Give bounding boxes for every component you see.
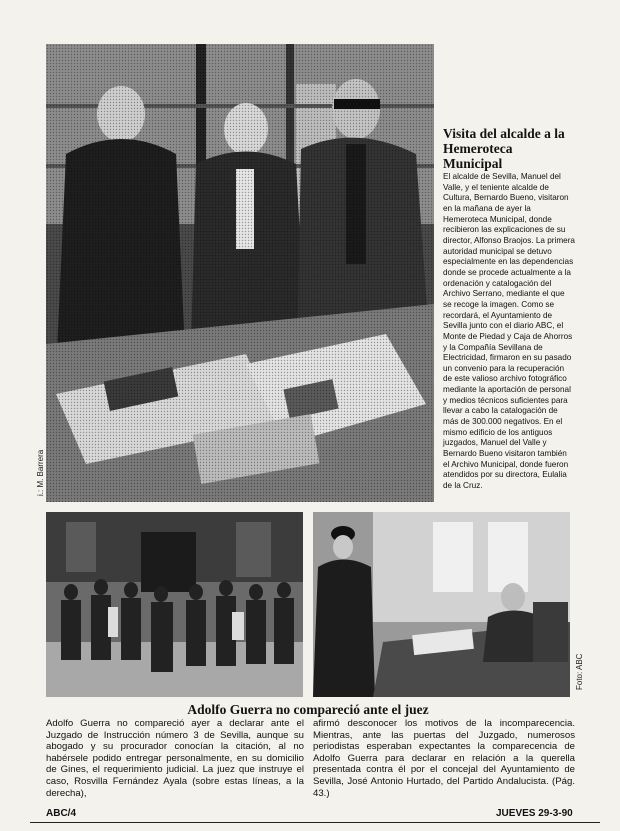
main-photo-hemeroteca-visit: [46, 44, 434, 502]
issue-date: JUEVES 29-3-90: [496, 808, 573, 819]
main-photo-credit: i.: M. Barrera: [36, 449, 45, 496]
top-story-headline: Visita del alcalde a la Hemeroteca Municipal: [443, 126, 565, 171]
second-story-col1: Adolfo Guerra no compareció ayer a declarar ante el Juzgado de Instrucción número 3 de Sevilla, aunque su abogado y su procurador conocían la citación, al no habérsele podido entregar personalmente, en su domicilio de Gines, el requerimiento judicial. La juez que instruye el caso, Rosvilla Fernández Ayala (sobre estas líneas, a la derecha),: [46, 718, 304, 799]
judge-photo-credit: Foto: ABC: [575, 653, 584, 690]
main-photo-illustration: [46, 44, 434, 502]
judge-office-photo: [313, 512, 570, 697]
second-story-headline: Adolfo Guerra no compareció ante el juez: [187, 702, 429, 717]
top-story-body: El alcalde de Sevilla, Manuel del Valle, y el teniente alcalde de Cultura, Bernardo Bueno, visitaron en la mañana de ayer la Hemeroteca Municipal, donde recibieron las explicaciones de su director, Alfonso Braojos. La primera autoridad municipal se detuvo especialmente en las dependencias donde se procede actualmente a la ordenación y catalogación del Archivo Serrano, mediante el que se recoge la imagen. Como se recordará, el Ayuntamiento de Sevilla junto con el diario ABC, el Monte de Piedad y Caja de Ahorros y la Compañía Sevillana de Electricidad, firmaron en su pasado un convenio para la recuperación de este valioso archivo fotográfico mediante la aportación de personal y medios técnicos suficientes para llevar a cabo la catalogación de más de 300.000 negativos. En el mismo edificio de los antiguos juzgados, Manuel del Valle y Bernardo Bueno visitaron también el Archivo Municipal, donde fueron atendidos por su directora, Eulalia de la Cruz.: [443, 172, 575, 491]
courthouse-crowd-photo: [46, 512, 303, 697]
judge-office-illustration: [313, 512, 570, 697]
second-story-col2: afirmó desconocer los motivos de la incomparecencia. Mientras, ante las puertas del Juzgado, numerosos periodistas esperaban expectantes la comparecencia de Adolfo Guerra para declarar en relación a la querella presentada contra él por el concejal del Ayuntamiento de Sevilla, José Antonio Hurtado, del Partido Andalucista. (Pág. 43.): [313, 718, 575, 799]
courthouse-crowd-illustration: [46, 512, 303, 697]
page-label: ABC/4: [46, 808, 77, 819]
footer-rule: [30, 822, 600, 823]
